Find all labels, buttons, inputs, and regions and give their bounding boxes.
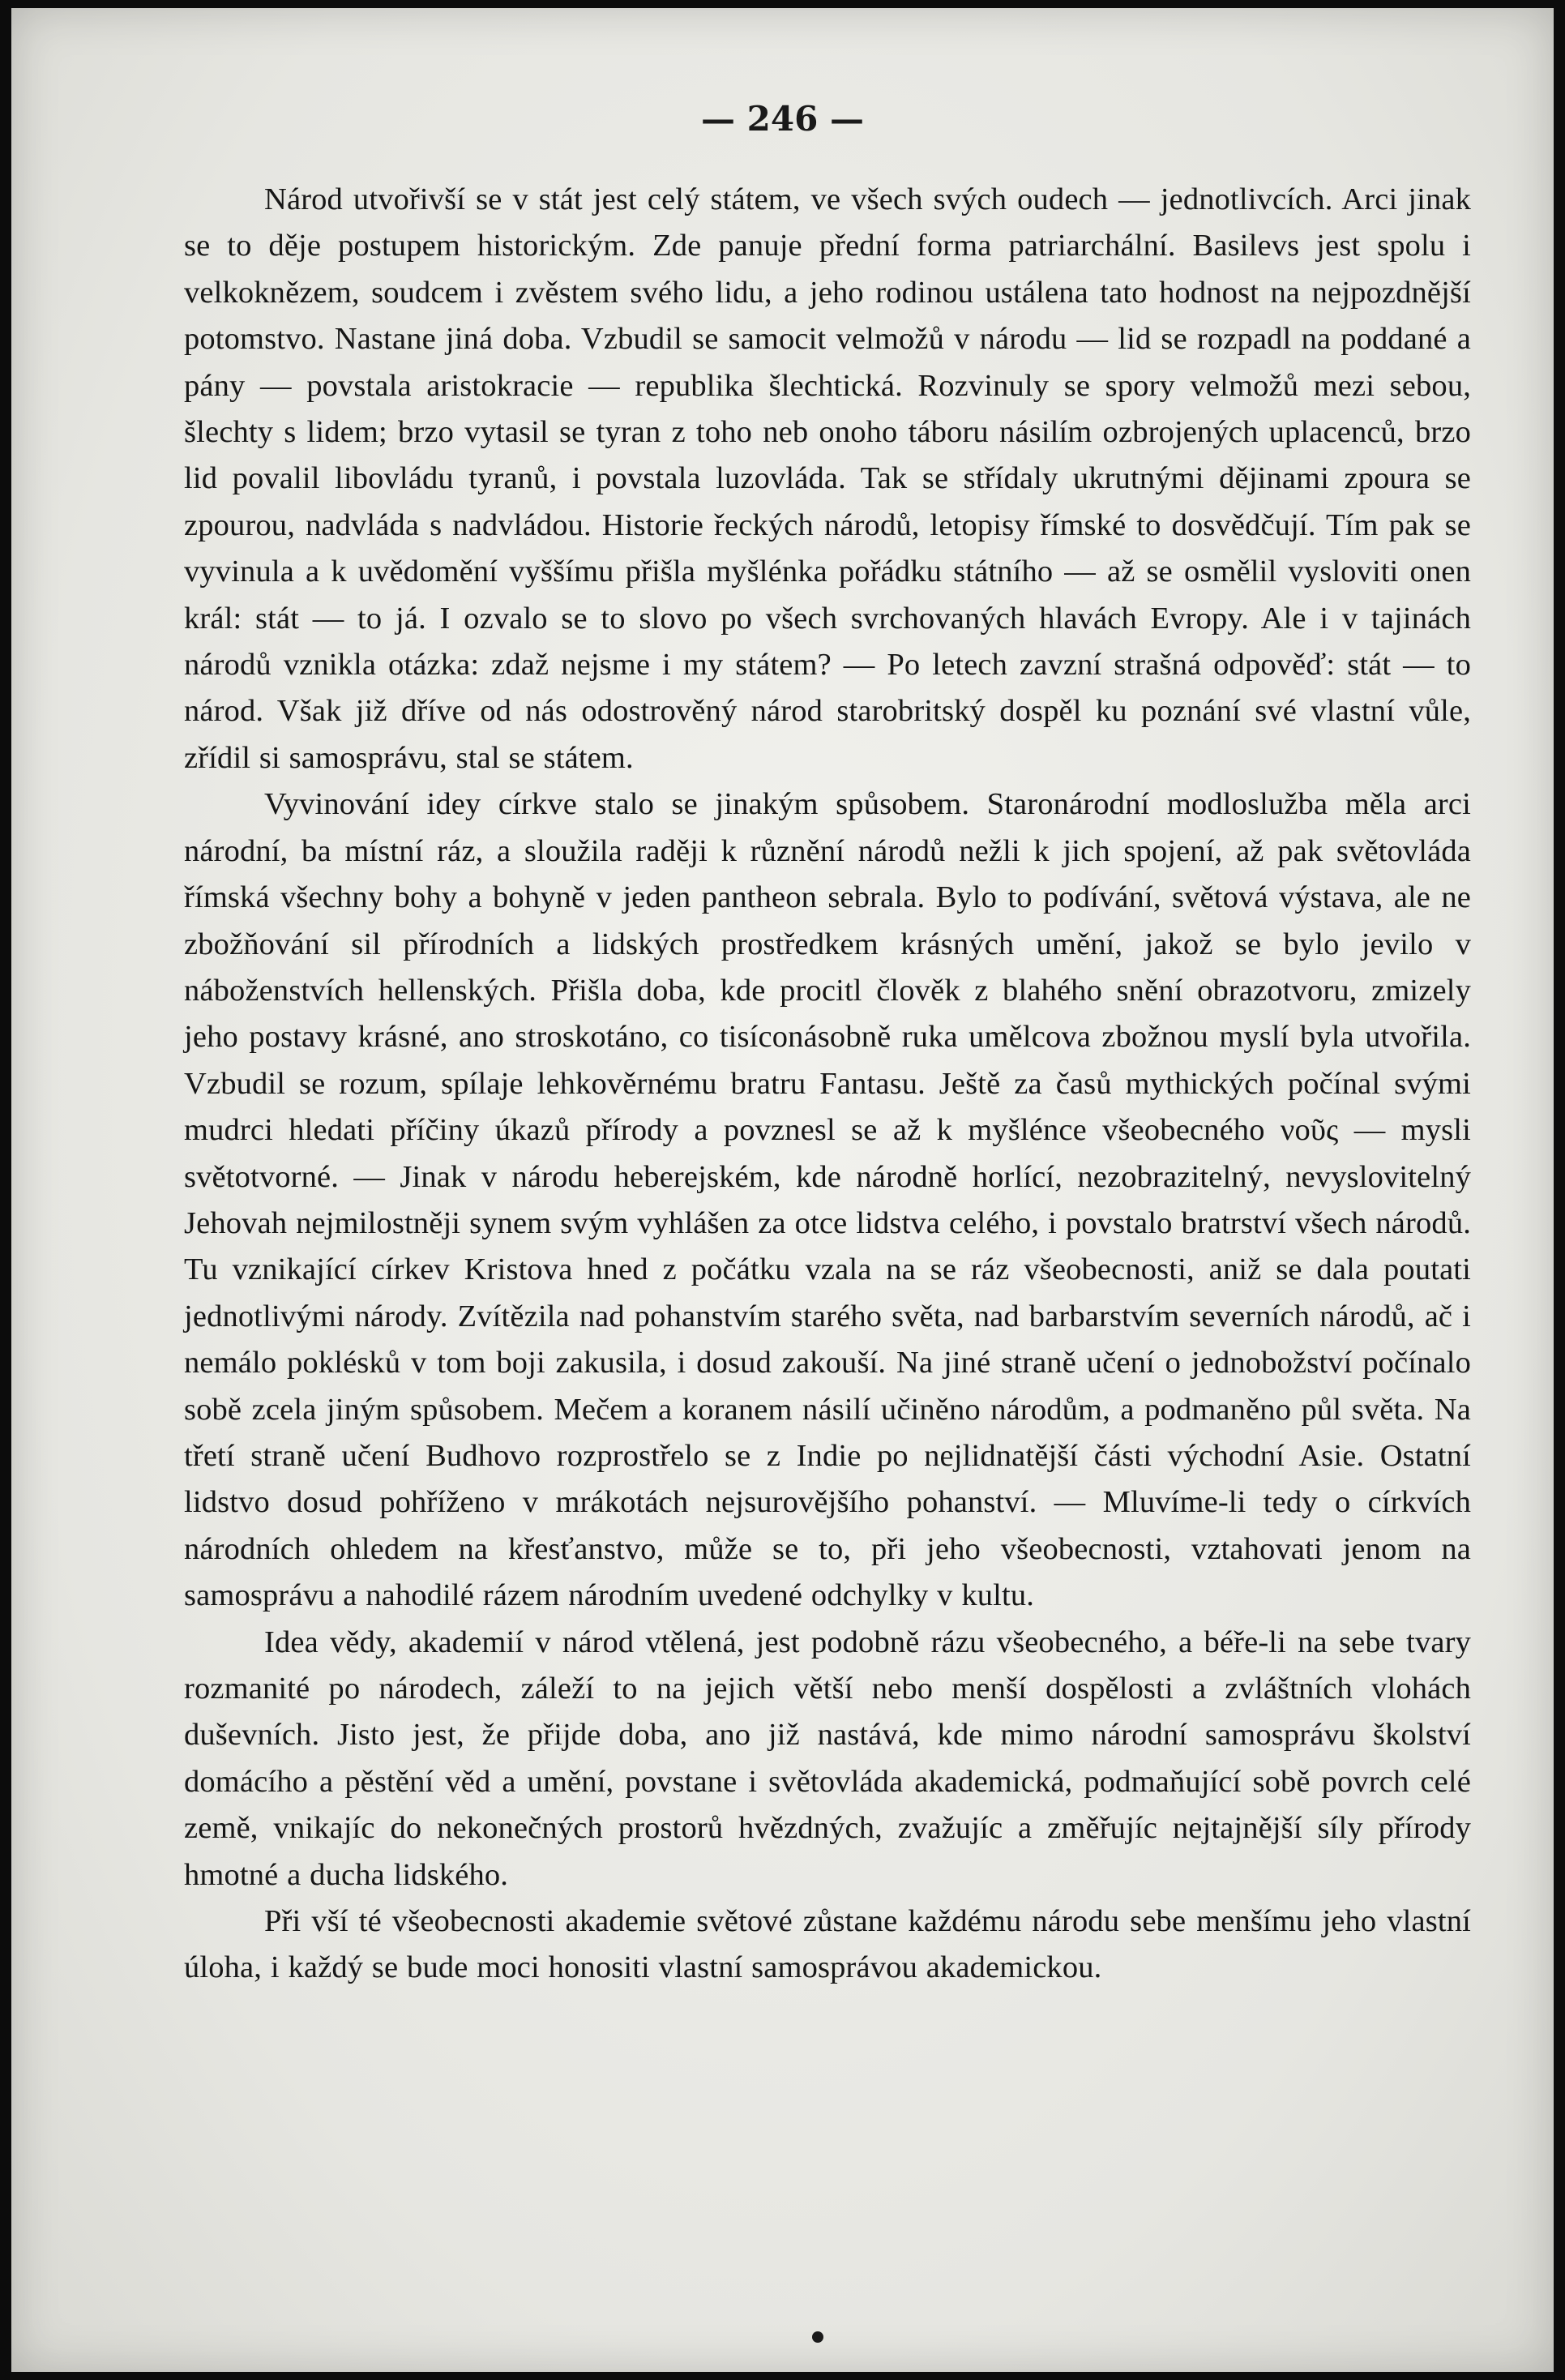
page-body	[184, 177, 1471, 1992]
paragraph-2: Vyvinování idey církve stalo se jinakým spůsobem. Staronárodní modloslužba měla arci národní, ba místní ráz, a sloužila raději k různění národů nežli k jich spojení, až pak světovláda římská všechny bohy a bohyně v jeden pantheon sebrala. Bylo to podívání, světová výstava, ale ne zbožňování sil přírodních a lidských prostředkem krásných umění, jakož se bylo jevilo v náboženstvích hellenských. Přišla doba, kde procitl člověk z blahého snění obrazotvoru, zmizely jeho postavy krásné, ano stroskotáno, co tisíconásobně ruka umělcova zbožnou myslí byla utvořila. Vzbudil se rozum, spílaje lehkověrnému bratru Fantasu. Ještě za časů mythických počínal svými mudrci hledati příčiny úkazů přírody a povznesl se až k myšlénce všeobecného νοῦς — mysli světotvorné. — Jinak v národu heberejském, kde národně horlící, nezobrazitelný, nevyslovitelný Jehovah nejmilostněji synem svým vyhlášen za otce lidstva celého, i povstalo bratrství všech národů. Tu vznikající církev Kristova hned z počátku vzala na se ráz všeobecnosti, aniž se dala poutati jednotlivými národy. Zvítězila nad pohanstvím starého světa, nad barbarstvím severních národů, ač i nemálo poklésků v tom boji zakusila, i dosud zakouší. Na jiné straně učení o jednobožství počínalo sobě zcela jiným spůsobem. Mečem a koranem násilí učiněno národům, a podmaněno půl světa. Na třetí straně učení Budhovo rozprostřelo se z Indie po nejlidnatější části východní Asie. Ostatní lidstvo dosud pohříženo v mrákotách nejsurovějšího pohanství. — Mluvíme-li tedy o církvích národních ohledem na křesťanstvo, může se to, při jeho všeobecnosti, vztahovati jenom na samosprávu a nahodilé rázem národním uvedené odchylky v kultu.	[184, 787, 1471, 1613]
paragraph-1: Národ utvořivší se v stát jest celý státem, ve všech svých oudech — jednotlivcích. Arci jinak se to děje postupem historickým. Zde panuje přední forma patriarchální. Basilevs jest spolu i velkoknězem, soudcem i zvěstem svého lidu, a jeho rodinou ustálena tato hodnost na nejpozdnější potomstvo. Nastane jiná doba. Vzbudil se samocit velmožů v národu — lid se rozpadl na poddané a pány — povstala aristokracie — republika šlechtická. Rozvinuly se spory velmožů mezi sebou, šlechty s lidem; brzo vytasil se tyran z toho neb onoho táboru násilím ozbrojených uplacenců, brzo lid povalil libovládu tyranů, i povstala luzovláda. Tak se střídaly ukrutnými dějinami zpoura se zpourou, nadvláda s nadvládou. Historie řeckých národů, letopisy římské to dosvědčují. Tím pak se vyvinula a k uvědomění vyššímu přišla myšlénka pořádku státního — až se osmělil vysloviti onen král: stát — to já. I ozvalo se to slovo po všech svrchovaných hlavách Evropy. Ale i v tajinách národů vznikla otázka: zdaž nejsme i my státem? — Po letech zavzní strašná odpověď: stát — to národ. Však již dříve od nás odostrověný národ starobritský dospěl ku poznání své vlastní vůle, zřídil si samosprávu, stal se státem.	[184, 182, 1471, 775]
book-page	[11, 8, 1554, 2372]
paragraph-4: Při vší té všeobecnosti akademie světové zůstane každému národu sebe menšímu jeho vlastní úloha, i každý se bude moci honositi vlastní samosprávou akademickou.	[184, 1904, 1471, 1985]
ink-dot-mark	[812, 2331, 823, 2343]
paragraph-3: Idea vědy, akademií v národ vtělená, jest podobně rázu všeobecného, a béře-li na sebe tvary rozmanité po národech, záleží to na jejich větší nebo menší dospělosti a zvláštních vlohách duševních. Jisto jest, že přijde doba, ano již nastává, kde mimo národní samosprávu školství domácího a pěstění věd a umění, povstane i světovláda akademická, podmaňující sobě povrch celé země, vnikajíc do nekonečných prostorů hvězdných, zvažujíc a změřujíc nejtajnější síly přírody hmotné a ducha lidského.	[184, 1624, 1471, 1892]
page-number: — 246 —	[701, 99, 864, 139]
